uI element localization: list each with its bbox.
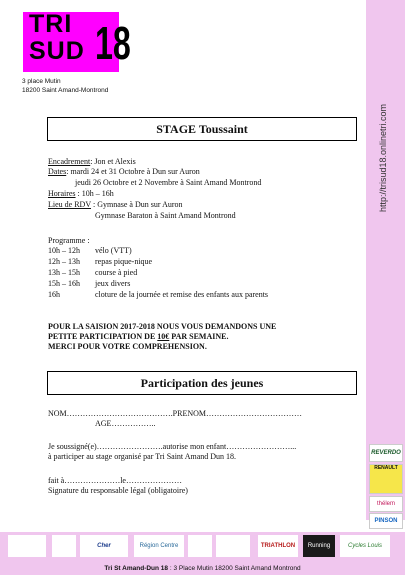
signature-label: Signature du responsable légal (obligatoire): [48, 486, 188, 495]
programme-row: 10h – 12h vélo (VTT): [48, 246, 132, 255]
sponsor-pinson-logo: PINSON: [369, 513, 403, 529]
address-line1: 3 place Mutin: [22, 78, 61, 85]
nom-prenom-field[interactable]: NOM………………………………….PRENOM………………………………: [48, 409, 303, 418]
programme-label: Programme :: [48, 236, 90, 245]
age-field[interactable]: AGE……………..: [95, 419, 156, 428]
programme-row: 16h cloture de la journée et remise des enfants aux parents: [48, 290, 269, 299]
programme-row: 13h – 15h course à pied: [48, 268, 138, 277]
side-url[interactable]: http://trisud18.onlinetri.com: [378, 103, 388, 213]
club-logo: [23, 10, 131, 72]
logo-number: 18: [95, 17, 131, 69]
right-sidebar: [366, 0, 405, 520]
participation-title: Participation des jeunes: [47, 371, 357, 395]
address-line2: 18200 Saint Amand-Montrond: [22, 87, 109, 94]
lieu-line1: Lieu de RDV : Gymnase à Dun sur Auron: [48, 200, 183, 209]
encadrement-line: Encadrement: Jon et Alexis: [48, 157, 136, 166]
logo-line1: TRI: [29, 10, 73, 38]
consent-line2: à participer au stage organisé par Tri Saint Amand Dun 18.: [48, 452, 237, 461]
sponsor-reverdo-logo: REVERDO: [369, 444, 403, 462]
programme-row: 15h – 16h jeux divers: [48, 279, 131, 288]
triathlon-logo: TRIATHLON: [258, 535, 298, 557]
page-title: STAGE Toussaint: [47, 117, 357, 141]
partner-logo: [216, 535, 250, 557]
place-date-field[interactable]: fait à…………………le…………………: [48, 476, 182, 485]
partner-logo: [8, 535, 46, 557]
cher-logo: Cher: [80, 535, 128, 557]
partner-logo: [188, 535, 212, 557]
sponsor-renault-logo: RENAULT: [369, 464, 403, 494]
partner-logo: [52, 535, 76, 557]
cycles-logo: Cycles Louis: [340, 535, 390, 557]
running-expert-logo: Running: [303, 535, 335, 557]
logo-line2: SUD: [29, 37, 85, 65]
lieu-line2: Gymnase Baraton à Saint Amand Montrond: [95, 211, 236, 220]
programme-row: 12h – 13h repas pique-nique: [48, 257, 153, 266]
dates-line1: Dates: mardi 24 et 31 Octobre à Dun sur Auron: [48, 167, 200, 176]
dates-line2: jeudi 26 Octobre et 2 Novembre à Saint Amand Montrond: [75, 178, 262, 187]
participation-notice: POUR LA SAISION 2017-2018 NOUS VOUS DEMANDONS UNE PETITE PARTICIPATION DE 10€ PAR SEMAINE. MERCI POUR VOTRE COMPREHENSION.: [48, 322, 277, 351]
sponsor-thelem-logo: thélem: [369, 496, 403, 512]
consent-field[interactable]: Je soussigné(e)…………………….autorise mon enfant……………………...: [48, 442, 297, 451]
horaires-line: Horaires : 10h – 16h: [48, 189, 114, 198]
footer-address: Tri St Amand-Dun 18 : 3 Place Mutin 18200 Saint Amand Montrond: [0, 562, 405, 575]
club-address: [22, 77, 108, 95]
region-centre-logo: Région Centre: [134, 535, 184, 557]
